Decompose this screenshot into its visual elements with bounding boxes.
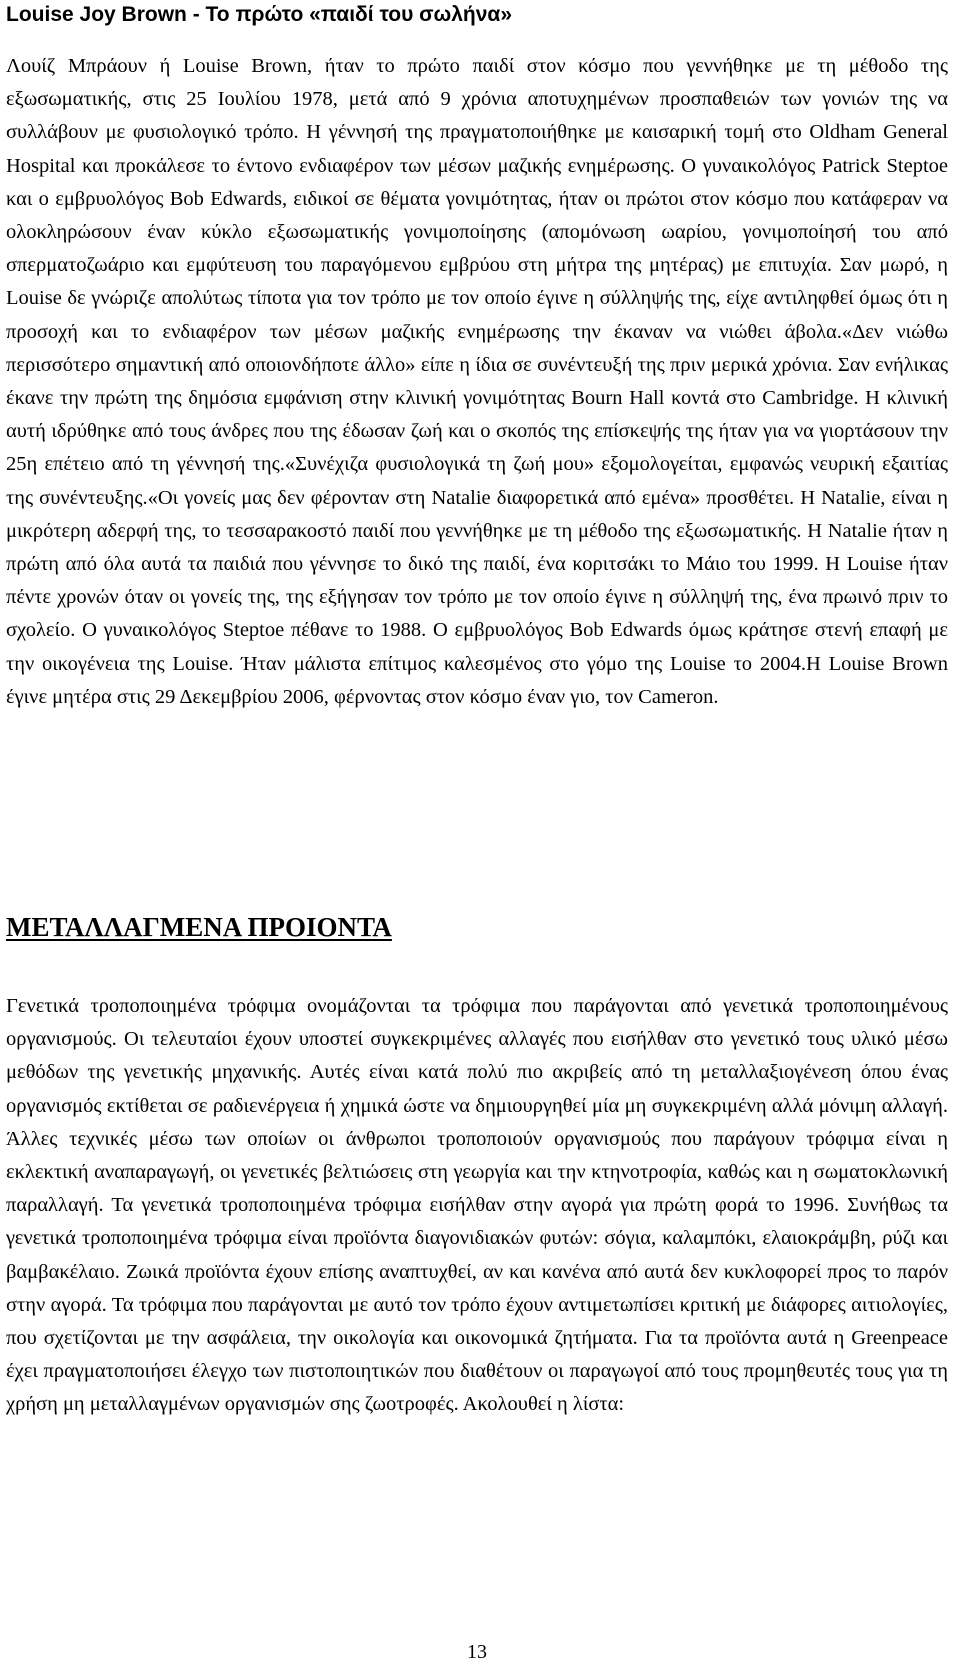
article-heading: Louise Joy Brown - Το πρώτο «παιδί του σωλήνα» xyxy=(6,3,512,26)
document-page xyxy=(6,0,948,1678)
body-paragraph-louise-brown: Λουίζ Μπράουν ή Louise Brown, ήταν το πρώτο παιδί στον κόσμο που γεννήθηκε με τη μέθοδο της εξωσωματικής, στις 25 Ιουλίου 1978, μετά από 9 χρόνια αποτυχημένων προσπαθειών των γονιών της να συλλάβουν με φυσιολογικό τρόπο. Η γέννησή της πραγματοποιήθηκε με καισαρική τομή στο Oldham General Hospital και προκάλεσε το έντονο ενδιαφέρον των μέσων μαζικής ενημέρωσης. Ο γυναικολόγος Patrick Steptoe και ο εμβρυολόγος Bob Edwards, ειδικοί σε θέματα γονιμότητας, ήταν οι πρώτοι στον κόσμο που κατάφεραν να ολοκληρώσουν έναν κύκλο εξωσωματικής γονιμοποίησης (απομόνωση ωαρίου, γονιμοποίησή του από σπερματοζωάριο και εμφύτευση του παραγόμενου εμβρύου στη μήτρα της μητέρας) με επιτυχία. Σαν μωρό, η Louise δε γνώριζε απολύτως τίποτα για τον τρόπο με τον οποίο έγινε η σύλληψής της, είχε αντιληφθεί όμως ότι η προσοχή και το ενδιαφέρον των μέσων μαζικής ενημέρωσης την έκαναν να νιώθει άβολα.«Δεν νιώθω περισσότερο σημαντική από οποιονδήποτε άλλο» είπε η ίδια σε συνέντευξή της πριν μερικά χρόνια. Σαν ενήλικας έκανε την πρώτη της δημόσια εμφάνιση στην κλινική γονιμότητας Bourn Hall κοντά στο Cambridge. Η κλινική αυτή ιδρύθηκε από τους άνδρες που της έδωσαν ζωή και ο σκοπός της επίσκεψής της ήταν για να γιορτάσουν την 25η επέτειο από τη γέννησή της.«Συνέχιζα φυσιολογικά τη ζωή μου» εξομολογείται, εμφανώς νευρική εξαιτίας της συνέντευξης.«Οι γονείς μας δεν φέρονταν στη Natalie διαφορετικά από εμένα» προσθέτει. Η Natalie, είναι η μικρότερη αδερφή της, το τεσσαρακοστό παιδί που γεννήθηκε με τη μέθοδο της εξωσωματικής. Η Natalie ήταν η πρώτη από όλα αυτά τα παιδιά που γέννησε το δικό της παιδί, ένα κοριτσάκι το Μάιο του 1999. Η Louise ήταν πέντε χρονών όταν οι γονείς της, της εξήγησαν τον τρόπο με τον οποίο έγινε η σύλληψή της, ένα πρωινό πριν το σχολείο. Ο γυναικολόγος Steptoe πέθανε το 1988. Ο εμβρυολόγος Bob Edwards όμως κράτησε στενή επαφή με την οικογένεια της Louise. Ήταν μάλιστα επίτιμος καλεσμένος στο γόμο της Louise το 2004.Η Louise Brown έγινε μητέρα στις 29 Δεκεμβρίου 2006, φέρνοντας στον κόσμο έναν γιο, τον Cameron. xyxy=(6,55,948,708)
body-paragraph-gmo: Γενετικά τροποποιημένα τρόφιμα ονομάζονται τα τρόφιμα που παράγονται από γενετικά τροποποιημένους οργανισμούς. Οι τελευταίοι έχουν υποστεί συγκεκριμένες αλλαγές που εισήλθαν στο γενετικό τους υλικό μέσω μεθόδων της γενετικής μηχανικής. Αυτές είναι κατά πολύ πιο ακριβείς από τη μεταλλαξιογένεση όπου ένας οργανισμός εκτίθεται σε ραδιενέργεια ή χημικά ώστε να δημιουργηθεί μία μη συγκεκριμένη αλλά μόνιμη αλλαγή. Άλλες τεχνικές μέσω των οποίων οι άνθρωποι τροποποιούν οργανισμούς που παράγουν τρόφιμα είναι η εκλεκτική αναπαραγωγή, οι γενετικές βελτιώσεις στη γεωργία και την κτηνοτροφία, καθώς και η σωματοκλωνική παραλλαγή. Τα γενετικά τροποποιημένα τρόφιμα εισήλθαν στην αγορά για πρώτη φορά το 1996. Συνήθως τα γενετικά τροποποιημένα τρόφιμα είναι προϊόντα διαγονιδιακών φυτών: σόγια, καλαμπόκι, ελαιοκράμβη, ρύζι και βαμβακέλαιο. Ζωικά προϊόντα έχουν επίσης αναπτυχθεί, αν και κανένα από αυτά δεν κυκλοφορεί προς το παρόν στην αγορά. Τα τρόφιμα που παράγονται με αυτό τον τρόπο έχουν αντιμετωπίσει κριτική με διάφορες αιτιολογίες, που σχετίζονται με την ασφάλεια, την οικολογία και οικονομικά ζητήματα. Για τα προϊόντα αυτά η Greenpeace έχει πραγματοποιήσει έλεγχο των πιστοποιητικών που διαθέτουν οι παραγωγοί από τους προμηθευτές τους για τη χρήση μη μεταλλαγμένων οργανισμών σης ζωοτροφές. Ακολουθεί η λίστα: xyxy=(6,995,948,1416)
page-number: 13 xyxy=(467,1641,487,1663)
section-heading-gmo: ΜΕΤΑΛΛΑΓΜΕΝΑ ΠΡΟΙΟΝΤΑ xyxy=(6,912,392,942)
